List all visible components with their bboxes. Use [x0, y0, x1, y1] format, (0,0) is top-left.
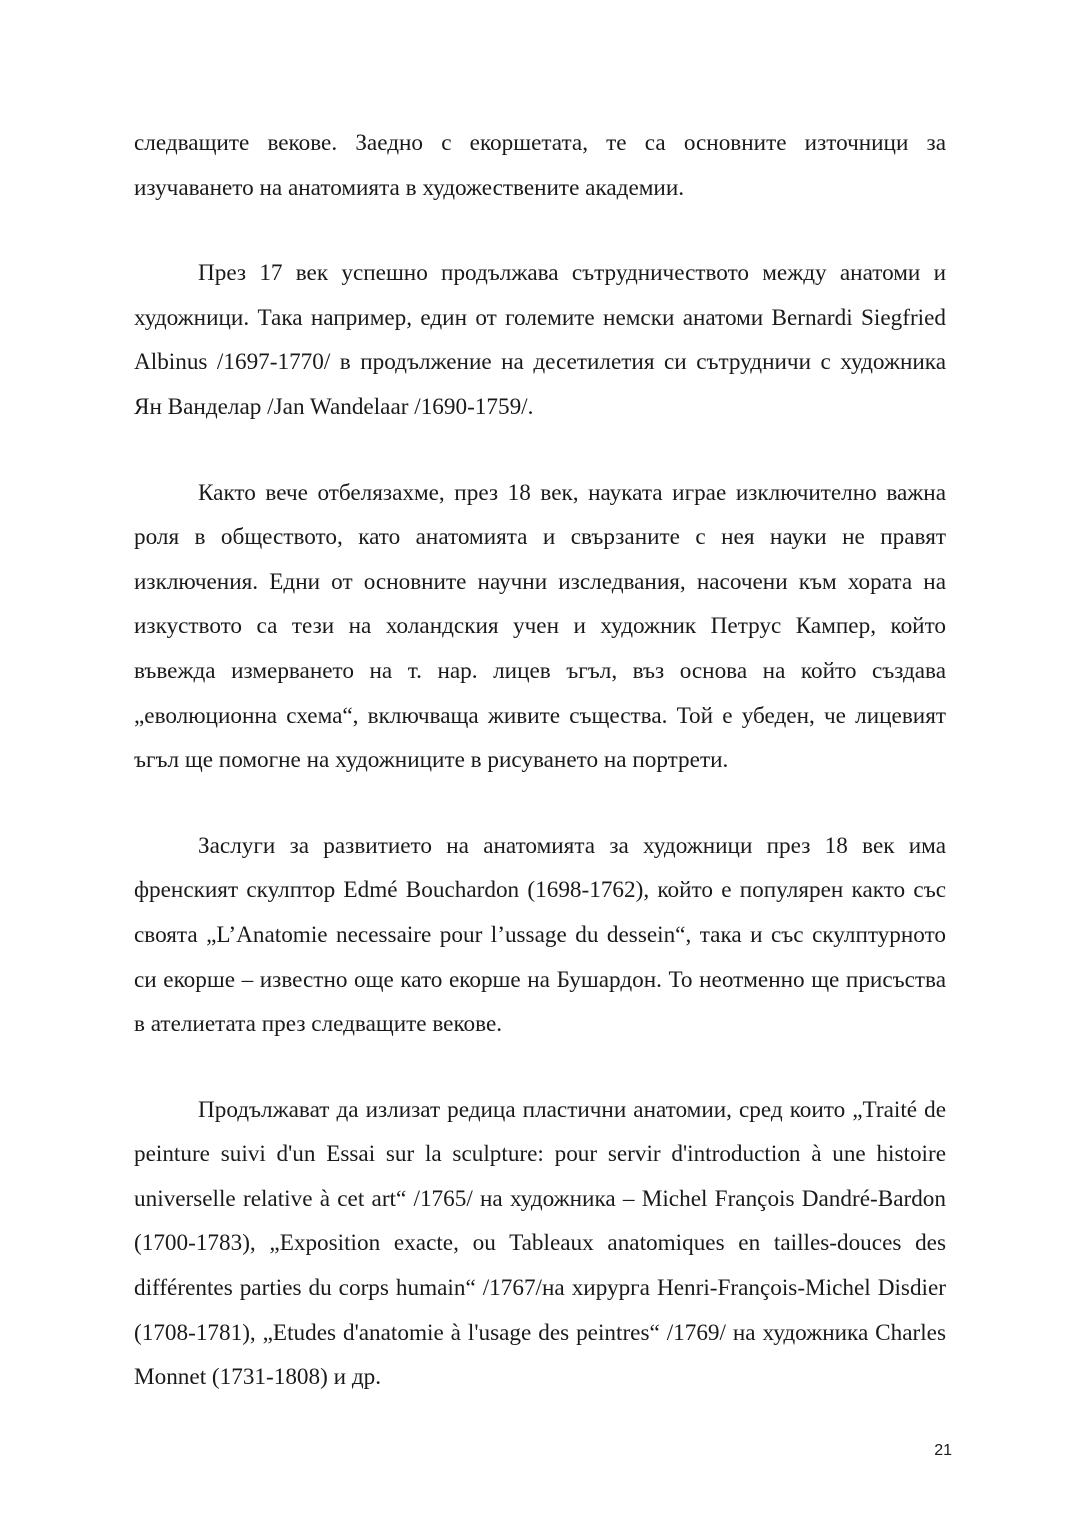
paragraph-gap	[134, 783, 946, 824]
paragraph-bouchardon: Заслуги за развитието на анатомията за художници през 18 век има френският скулптор Edmé Bouchardon (1698-1762), който е популярен както със своята „L’Anatomie necessaire pour l’ussage du dessein“, така и със скулптурното си екорше – известно още като екорше на Бушардон. То неотменно ще присъства в ателиетата през следващите векове.	[134, 832, 946, 1038]
paragraph-18th-century-camper: Както вече отбелязахме, през 18 век, науката играе изключително важна роля в обществото, като анатомията и свързаните с нея науки не правят изключения. Едни от основните научни изследвания, насочени към хората на изкуството са тези на холандския учен и художник Петрус Кампер, който въвежда измерването на т. нар. лицев ъгъл, въз основа на който създава „еволюционна схема“, включваща живите същества. Той е убеден, че лицевият ъгъл ще помогне на художниците в рисуването на портрети.	[134, 479, 946, 774]
page-number: 21	[934, 1442, 952, 1459]
paragraph-gap	[134, 1047, 946, 1088]
paragraph-gap	[134, 430, 946, 471]
paragraph-continuation: следващите векове. Заедно с екоршетата, те са основните източници за изучаването на анатомията в художествените академии.	[134, 130, 946, 201]
body-text	[134, 121, 946, 1400]
paragraph-gap	[134, 210, 946, 251]
paragraph-17th-century: През 17 век успешно продължава сътрудничеството между анатоми и художници. Така например, един от големите немски анатоми Bernardi Siegfried Albinus /1697-1770/ в продължение на десетилетия си сътрудничи с художника Ян Ванделар /Jan Wandelaar /1690-1759/.	[134, 260, 946, 420]
paragraph-plastic-anatomies: Продължават да излизат редица пластични анатомии, сред които „Traité de peinture suivi d'un Essai sur la sculpture: pour servir d'introduction à une histoire universelle relative à cet art“ /1765/ на художника – Michel François Dandré-Bardon (1700-1783), „Exposition exacte, ou Tableaux anatomiques en tailles-douces des différentes parties du corps humain“ /1767/на хирурга Henri-François-Michel Disdier (1708-1781), „Etudes d'anatomie à l'usage des peintres“ /1769/ на художника Charles Monnet (1731-1808) и др.	[134, 1096, 946, 1391]
